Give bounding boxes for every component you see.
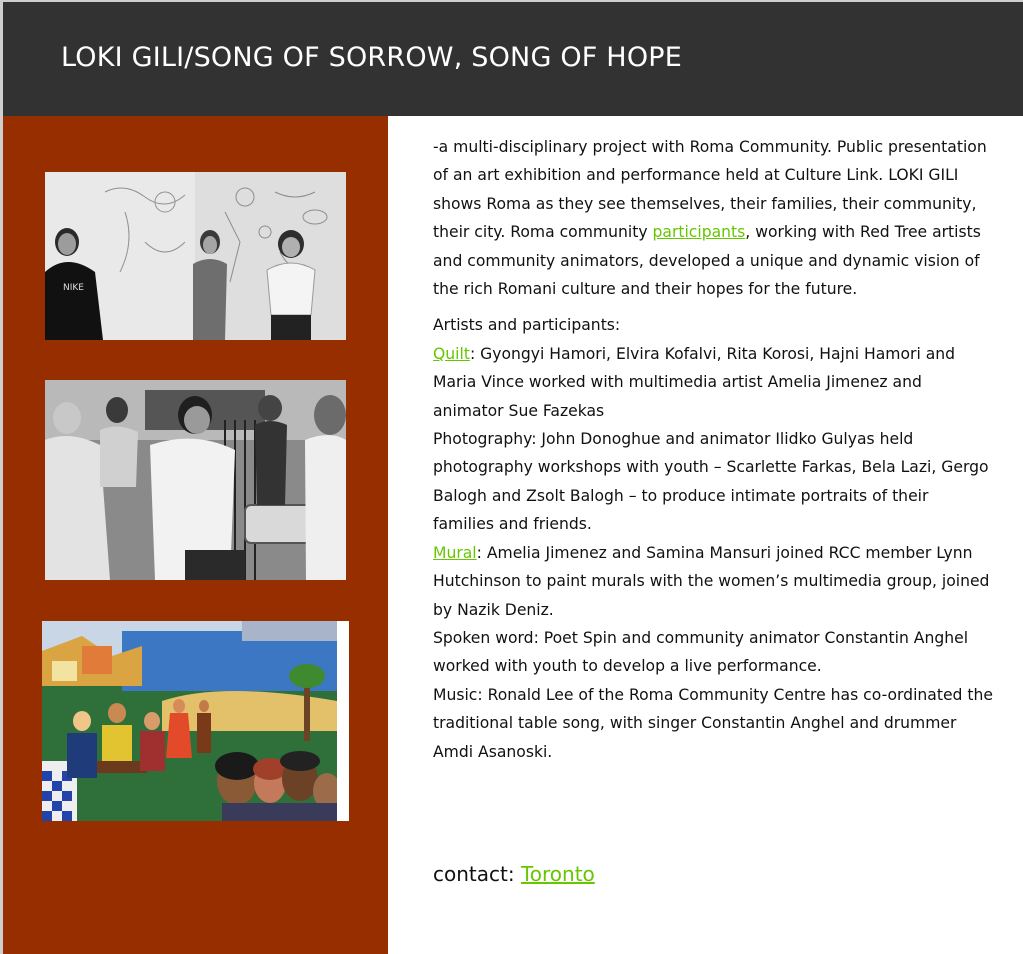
- quilt-text: : Gyongyi Hamori, Elvira Kofalvi, Rita Korosi, Hajni Hamori and Maria Vince worked with multimedia artist Amelia Jimenez and animator Sue Fazekas: [433, 344, 956, 420]
- page-title: LOKI GILI/SONG OF SORROW, SONG OF HOPE: [61, 42, 683, 73]
- photo-mural-drawing[interactable]: [45, 172, 346, 340]
- music-paragraph: Music: Ronald Lee of the Roma Community Centre has co-ordinated the traditional table song, with singer Constantin Anghel and drummer Amdi Asanoski.: [433, 685, 993, 761]
- mural-text: : Amelia Jimenez and Samina Mansuri joined RCC member Lynn Hutchinson to paint murals with the women’s multimedia group, joined by Nazik Deniz.: [433, 543, 990, 619]
- sidebar-gallery: [3, 116, 388, 954]
- intro-text-1: -a multi-disciplinary project with Roma Community. Public presentation of an art exhibition and performance held at Culture Link. LOKI GILI shows Roma as they see themselves, their families, their community, their city. Roma community: [433, 138, 987, 242]
- photography-paragraph: Photography: John Donoghue and animator Ilidko Gulyas held photography workshops with youth – Scarlette Farkas, Bela Lazi, Gergo Balogh and Zsolt Balogh – to produce intimate portraits of their families and friends.: [433, 430, 989, 534]
- spoken-word-paragraph: Spoken word: Poet Spin and community animator Constantin Anghel worked with youth to develop a live performance.: [433, 628, 969, 676]
- quilt-paragraph: [433, 340, 993, 425]
- toronto-link[interactable]: Toronto: [520, 862, 595, 886]
- page-header: [3, 2, 1023, 116]
- main-content: [433, 133, 993, 766]
- svg-text:NIKE: NIKE: [63, 283, 84, 293]
- photo-image-icon: [45, 172, 346, 340]
- artists-heading: Artists and participants:: [433, 316, 621, 335]
- mural-link[interactable]: Mural: [433, 543, 477, 562]
- intro-paragraph: [433, 133, 993, 303]
- contact-label: contact:: [433, 862, 521, 886]
- mural-paragraph: [433, 539, 993, 624]
- quilt-link[interactable]: Quilt: [433, 344, 470, 363]
- intro-text-2: , working with Red Tree artists and community animators, developed a unique and dynamic vision of the rich Romani culture and their hopes for the future.: [433, 223, 981, 299]
- participants-link[interactable]: participants: [652, 223, 746, 242]
- painting-image-icon: [42, 621, 349, 821]
- painting-mural[interactable]: [42, 621, 349, 821]
- photo-image-icon: [45, 380, 346, 580]
- photo-group-suitcase[interactable]: [45, 380, 346, 580]
- contact-line: [433, 862, 595, 886]
